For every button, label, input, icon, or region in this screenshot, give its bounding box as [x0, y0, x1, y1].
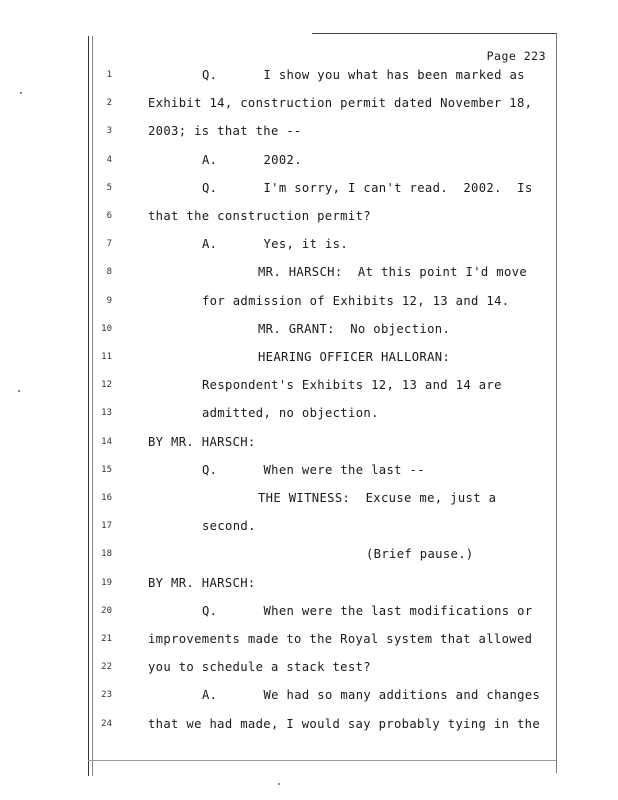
line-text: THE WITNESS: Excuse me, just a	[258, 491, 497, 505]
line-text: Respondent's Exhibits 12, 13 and 14 are	[202, 378, 502, 393]
transcript-line	[0, 124, 618, 140]
line-text: BY MR. HARSCH:	[148, 434, 256, 449]
transcript-line	[0, 209, 618, 225]
line-text: BY MR. HARSCH:	[148, 575, 256, 590]
line-number: 20	[101, 605, 112, 616]
line-number: 18	[101, 549, 112, 560]
line-text: 2003; is that the --	[148, 124, 302, 139]
line-number: 4	[106, 154, 112, 165]
transcript-line	[0, 547, 618, 563]
line-text: MR. HARSCH: At this point I'd move	[258, 265, 528, 280]
transcript-line	[0, 632, 618, 648]
line-number: 6	[106, 211, 112, 221]
transcript-line	[0, 153, 618, 169]
bottom-rule	[88, 760, 556, 761]
line-text: A. We had so many additions and changes	[202, 688, 541, 703]
line-text: Q. When were the last modifications or	[202, 603, 533, 618]
line-text: Exhibit 14, construction permit dated November 18,	[148, 96, 533, 111]
line-text: (Brief pause.)	[366, 547, 474, 562]
transcript-line	[0, 491, 618, 507]
line-number: 3	[106, 126, 112, 137]
line-number: 21	[101, 634, 112, 644]
scan-speck	[278, 783, 280, 785]
transcript-line	[0, 717, 618, 733]
line-number: 10	[101, 323, 112, 334]
line-number: 19	[101, 577, 112, 588]
line-number: 7	[106, 239, 112, 250]
line-number: 22	[101, 662, 112, 673]
line-text: A. Yes, it is.	[202, 237, 349, 252]
transcript-line	[0, 96, 618, 112]
line-number: 15	[101, 464, 112, 475]
transcript-line	[0, 237, 618, 253]
top-rule	[312, 33, 557, 34]
line-text: second.	[202, 519, 256, 534]
transcript-line	[0, 350, 618, 366]
transcript-line	[0, 406, 618, 422]
line-number: 16	[101, 493, 112, 503]
page-number: Page 223	[486, 49, 546, 63]
line-text: that the construction permit?	[148, 209, 371, 223]
transcript-line	[0, 294, 618, 310]
transcript-line	[0, 604, 618, 620]
line-text: admitted, no objection.	[202, 406, 379, 421]
transcript-line	[0, 576, 618, 592]
line-number: 1	[106, 70, 112, 80]
transcript-line	[0, 435, 618, 451]
line-text: you to schedule a stack test?	[148, 660, 371, 675]
line-number: 24	[101, 718, 112, 729]
line-text: A. 2002.	[202, 152, 302, 167]
transcript-line	[0, 378, 618, 394]
line-text: Q. I'm sorry, I can't read. 2002. Is	[202, 180, 533, 195]
line-number: 9	[106, 295, 112, 306]
line-text: that we had made, I would say probably tying in the	[148, 716, 541, 731]
scan-speck	[20, 92, 22, 94]
line-text: HEARING OFFICER HALLORAN:	[258, 350, 451, 364]
line-number: 13	[101, 408, 112, 419]
line-text: improvements made to the Royal system that allowed	[148, 632, 533, 646]
line-number: 5	[106, 182, 112, 193]
line-number: 23	[101, 690, 112, 701]
line-number: 14	[101, 436, 112, 447]
transcript-line	[0, 181, 618, 197]
line-number: 11	[101, 352, 112, 362]
line-number: 12	[101, 380, 112, 391]
scan-speck	[18, 390, 20, 392]
transcript-line	[0, 265, 618, 281]
transcript-line	[0, 519, 618, 535]
line-text: Q. When were the last --	[202, 462, 425, 477]
line-text: MR. GRANT: No objection.	[258, 321, 451, 336]
transcript-line	[0, 463, 618, 479]
line-text: for admission of Exhibits 12, 13 and 14.	[202, 293, 510, 308]
transcript-line	[0, 68, 618, 84]
transcript-line	[0, 322, 618, 338]
line-text: Q. I show you what has been marked as	[202, 68, 525, 82]
line-number: 2	[106, 98, 112, 109]
line-number: 17	[101, 521, 112, 532]
line-number: 8	[106, 267, 112, 278]
transcript-line	[0, 688, 618, 704]
transcript-line	[0, 660, 618, 676]
